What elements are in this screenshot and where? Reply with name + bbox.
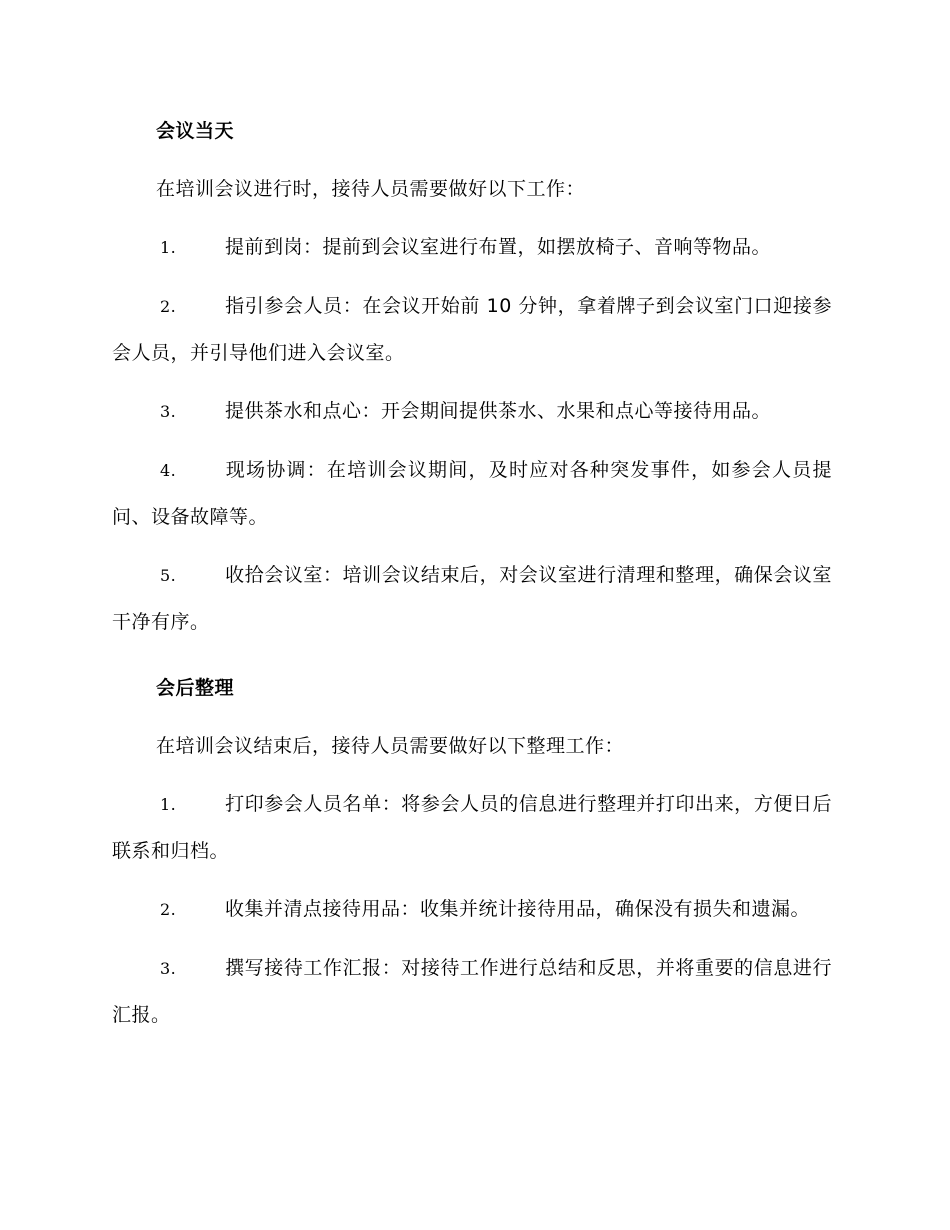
list-item: [112, 945, 832, 1038]
item-text: 指引参会人员：在会议开始前 10 分钟，拿着牌子到会议室门口迎接参会人员，并引导他们进入会议室。: [112, 295, 832, 364]
list-item: [112, 224, 832, 271]
item-text: 收拾会议室：培训会议结束后，对会议室进行清理和整理，确保会议室干净有序。: [112, 564, 832, 633]
item-number: 2.: [160, 297, 177, 316]
item-text: 收集并清点接待用品：收集并统计接待用品，确保没有损失和遗漏。: [225, 898, 811, 920]
list-item: [112, 781, 832, 874]
task-list: [112, 781, 832, 1038]
item-number: 1.: [160, 795, 177, 814]
item-text: 提前到岗：提前到会议室进行布置，如摆放椅子、音响等物品。: [225, 236, 772, 258]
item-number: 5.: [160, 566, 177, 585]
list-item: [112, 388, 832, 435]
section-heading: 会后整理: [156, 677, 235, 699]
item-text: 提供茶水和点心：开会期间提供茶水、水果和点心等接待用品。: [225, 400, 772, 422]
item-number: 3.: [160, 959, 177, 978]
item-text: 撰写接待工作汇报：对接待工作进行总结和反思，并将重要的信息进行汇报。: [112, 957, 832, 1026]
item-text: 现场协调：在培训会议期间，及时应对各种突发事件，如参会人员提问、设备故障等。: [112, 459, 832, 528]
list-item: [112, 283, 832, 376]
task-list: [112, 224, 832, 645]
section-heading: 会议当天: [156, 120, 235, 142]
section-post-meeting: [112, 657, 832, 1038]
section-intro: 在培训会议进行时，接待人员需要做好以下工作：: [156, 178, 586, 200]
item-number: 1.: [160, 238, 177, 257]
section-intro: 在培训会议结束后，接待人员需要做好以下整理工作：: [156, 735, 625, 757]
item-number: 3.: [160, 402, 177, 421]
item-number: 2.: [160, 900, 177, 919]
list-item: [112, 552, 832, 645]
list-item: [112, 886, 832, 933]
item-text: 打印参会人员名单：将参会人员的信息进行整理并打印出来，方便日后联系和归档。: [112, 793, 832, 862]
item-number: 4.: [160, 461, 177, 480]
list-item: [112, 447, 832, 540]
section-meeting-day: [112, 0, 832, 645]
